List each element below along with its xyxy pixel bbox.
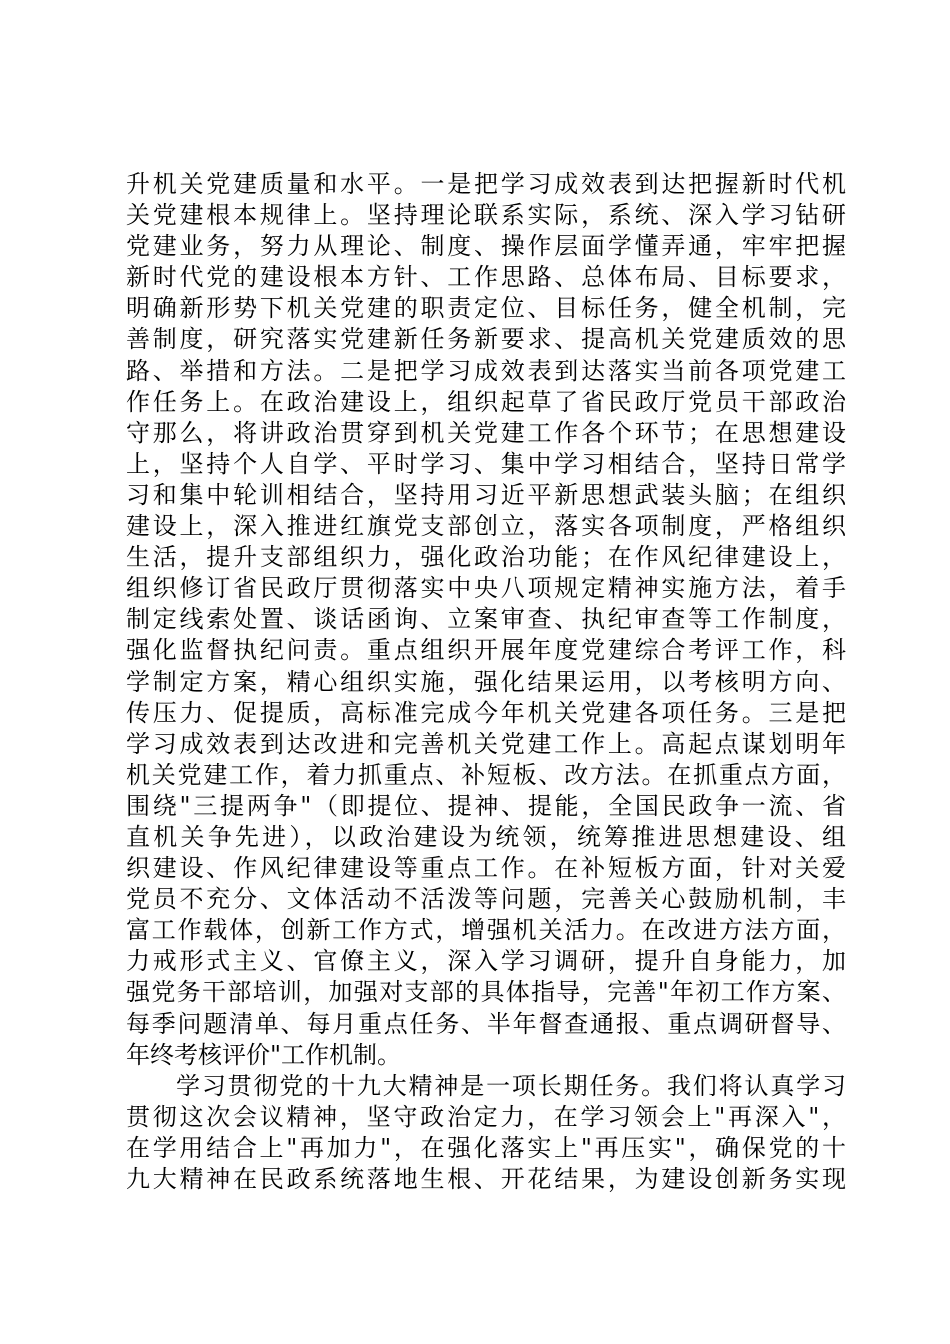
- text-line: 明确新形势下机关党建的职责定位、目标任务，健全机制，完: [126, 294, 846, 323]
- text-line: 力戒形式主义、官僚主义，深入学习调研，提升自身能力，加: [126, 947, 846, 976]
- text-line: 生活，提升支部组织力，强化政治功能；在作风纪律建设上，: [126, 543, 846, 572]
- text-line: 九大精神在民政系统落地生根、开花结果，为建设创新务实现: [126, 1165, 846, 1193]
- text-line: 传压力、促提质，高标准完成今年机关党建各项任务。三是把: [126, 698, 846, 727]
- text-line: 关党建根本规律上。坚持理论联系实际，系统、深入学习钻研: [126, 201, 846, 230]
- text-line: 组织修订省民政厅贯彻落实中央八项规定精神实施方法，着手: [126, 574, 846, 603]
- text-line: 强化监督执纪问责。重点组织开展年度党建综合考评工作，科: [126, 636, 846, 665]
- text-line: 年终考核评价"工作机制。: [126, 1040, 402, 1069]
- text-line: 习和集中轮训相结合，坚持用习近平新思想武装头脑；在组织: [126, 480, 846, 509]
- text-line: 直机关争先进），以政治建设为统领，统筹推进思想建设、组: [126, 822, 846, 851]
- paragraph-2: [126, 1071, 846, 1195]
- text-line: 党建业务，努力从理论、制度、操作层面学懂弄通，牢牢把握: [126, 232, 846, 261]
- text-line: 新时代党的建设根本方针、工作思路、总体布局、目标要求，: [126, 263, 846, 292]
- text-line: 党员不充分、文体活动不活泼等问题，完善关心鼓励机制，丰: [126, 885, 846, 914]
- text-line: 富工作载体，创新工作方式，增强机关活力。在改进方法方面，: [126, 916, 846, 945]
- text-line: 在学用结合上"再加力"，在强化落实上"再压实"，确保党的十: [126, 1133, 846, 1162]
- text-line: 上，坚持个人自学、平时学习、集中学习相结合，坚持日常学: [126, 449, 846, 478]
- text-line: 路、举措和方法。二是把学习成效表到达落实当前各项党建工: [126, 356, 846, 385]
- text-line: 机关党建工作，着力抓重点、补短板、改方法。在抓重点方面，: [126, 760, 846, 789]
- text-line: 升机关党建质量和水平。一是把学习成效表到达把握新时代机: [126, 170, 846, 198]
- paragraph-1: [126, 169, 846, 1071]
- text-line: 学习成效表到达改进和完善机关党建工作上。高起点谋划明年: [126, 729, 846, 758]
- text-line: 织建设、作风纪律建设等重点工作。在补短板方面，针对关爱: [126, 854, 846, 883]
- text-line: 每季问题清单、每月重点任务、半年督查通报、重点调研督导、: [126, 1009, 846, 1038]
- text-line: 建设上，深入推进红旗党支部创立，落实各项制度，严格组织: [126, 512, 846, 541]
- text-line: 守那么，将讲政治贯穿到机关党建工作各个环节；在思想建设: [126, 418, 846, 447]
- text-line: 强党务干部培训，加强对支部的具体指导，完善"年初工作方案、: [126, 978, 846, 1007]
- text-line: 善制度，研究落实党建新任务新要求、提高机关党建质效的思: [126, 325, 846, 354]
- text-line: 学习贯彻党的十九大精神是一项长期任务。我们将认真学习: [176, 1071, 846, 1100]
- text-line: 作任务上。在政治建设上，组织起草了省民政厅党员干部政治: [126, 387, 846, 416]
- document-body: [126, 169, 846, 1195]
- text-line: 贯彻这次会议精神，坚守政治定力，在学习领会上"再深入"，: [126, 1102, 846, 1131]
- text-line: 制定线索处置、谈话函询、立案审查、执纪审查等工作制度，: [126, 605, 846, 634]
- text-line: 围绕"三提两争"（即提位、提神、提能，全国民政争一流、省: [126, 791, 846, 820]
- text-line: 学制定方案，精心组织实施，强化结果运用，以考核明方向、: [126, 667, 846, 696]
